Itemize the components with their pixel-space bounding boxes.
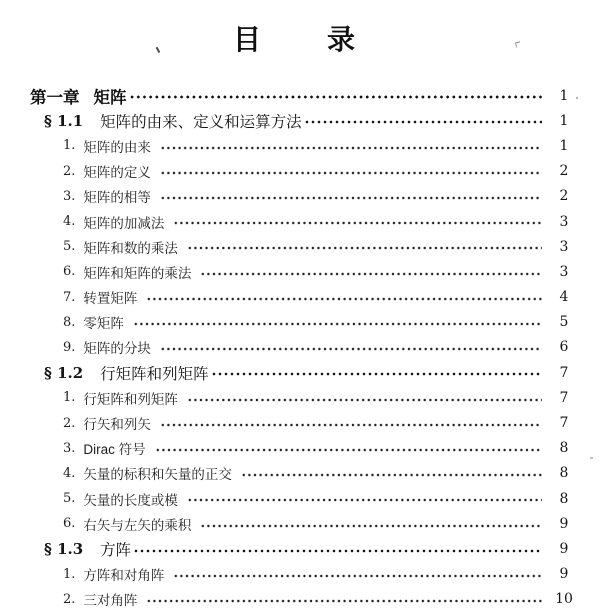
dot-leader: [160, 335, 542, 360]
dot-leader: [187, 486, 542, 511]
toc-row: [0, 410, 607, 435]
toc-entry-title: 三对角阵: [83, 593, 138, 609]
dot-leader: [173, 209, 542, 234]
toc-entry-title: 矩阵的分块: [83, 341, 151, 357]
dot-leader: [133, 536, 542, 561]
scan-artifact-tick-right-of-title: [515, 41, 520, 44]
toc-row: [0, 511, 607, 536]
toc-page-number: 4: [559, 289, 569, 306]
toc-entry-number: 4.: [63, 214, 76, 230]
toc-entry-title: 行矩阵和列矩阵: [100, 365, 209, 383]
toc-row: [0, 159, 607, 184]
toc-entry-number: § 1.2: [44, 363, 84, 382]
toc-entry-number: 7.: [63, 289, 76, 305]
toc-row: [0, 83, 607, 108]
toc-row: [0, 486, 607, 511]
dot-leader: [160, 159, 542, 184]
toc-page-number: 9: [559, 540, 569, 557]
toc-entry-title: 行矢和列矢: [83, 417, 151, 433]
toc-entry-title: Dirac 符号: [83, 442, 146, 458]
scan-artifact-dot-after-first-page-number: [576, 97, 578, 99]
toc-page-number: 7: [559, 364, 569, 381]
toc-entry-number: 3.: [63, 188, 76, 204]
toc-row: [0, 385, 607, 410]
dot-leader: [200, 259, 542, 284]
title-char-lu: 录: [327, 24, 356, 55]
toc-entry-number: 第一章: [30, 88, 80, 107]
dot-leader: [129, 83, 543, 108]
toc-entry-title: 矩阵的加减法: [83, 215, 165, 231]
toc-entry-title: 矩阵的相等: [83, 190, 151, 206]
dot-leader: [160, 133, 542, 158]
dot-leader: [146, 285, 542, 310]
toc-page-number: 7: [559, 389, 569, 406]
toc-entry-number: 3.: [63, 440, 76, 456]
dot-leader: [211, 360, 542, 385]
toc-page-number: 3: [559, 238, 569, 255]
title-char-mu: 目: [233, 24, 262, 55]
toc-entry-title: 转置矩阵: [83, 291, 138, 307]
table-of-contents: [0, 83, 607, 612]
toc-page-number: 5: [559, 314, 569, 331]
toc-page-number: 1: [559, 137, 569, 154]
toc-row: [0, 310, 607, 335]
toc-entry-title: 矢量的长度或模: [83, 492, 178, 508]
dot-leader: [146, 587, 542, 612]
toc-entry-title: 方阵: [100, 541, 132, 559]
dot-leader: [241, 461, 542, 486]
toc-entry-number: 5.: [63, 239, 76, 255]
toc-row: [0, 587, 607, 612]
toc-entry-title: 方阵和对角阵: [83, 568, 165, 584]
toc-entry-title: 矩阵的由来: [83, 139, 151, 155]
toc-entry-title: 矩阵的定义: [83, 165, 151, 181]
toc-entry-number: 6.: [63, 516, 76, 532]
toc-entry-title: 行矩阵和列矩阵: [83, 391, 178, 407]
toc-entry-title: 矢量的标积和矢量的正交: [83, 467, 232, 483]
toc-page-number: 6: [559, 339, 569, 356]
toc-entry-number: 5.: [63, 491, 76, 507]
toc-entry-number: 1.: [63, 390, 76, 406]
toc-row: [0, 108, 607, 133]
toc-row: [0, 285, 607, 310]
toc-entry-number: 4.: [63, 465, 76, 481]
toc-entry-number: § 1.1: [44, 111, 84, 130]
toc-row: [0, 234, 607, 259]
scan-artifact-speck-right-margin: [590, 457, 593, 459]
page-title: [233, 24, 355, 56]
toc-entry-title: 矩阵和矩阵的乘法: [83, 265, 192, 281]
toc-entry-number: 9.: [63, 339, 76, 355]
toc-entry-number: 2.: [63, 591, 76, 607]
toc-row: [0, 436, 607, 461]
toc-entry-number: 1.: [63, 138, 76, 154]
toc-row: [0, 562, 607, 587]
dot-leader: [133, 310, 542, 335]
toc-entry-number: 2.: [63, 163, 76, 179]
scan-artifact-tick-left-of-title: [156, 47, 160, 53]
toc-entry-number: 1.: [63, 566, 76, 582]
toc-page-number: 8: [559, 465, 569, 482]
toc-row: [0, 133, 607, 158]
dot-leader: [187, 385, 542, 410]
toc-entry-title: 右矢与左矢的乘积: [83, 517, 192, 533]
toc-page-number: 10: [555, 591, 573, 608]
toc-entry-number: 2.: [63, 415, 76, 431]
toc-entry-title: 矩阵: [93, 88, 127, 107]
toc-entry-number: 8.: [63, 314, 76, 330]
dot-leader: [304, 108, 542, 133]
toc-row: [0, 461, 607, 486]
toc-page-number: 2: [559, 163, 569, 180]
toc-row: [0, 259, 607, 284]
dot-leader: [200, 511, 542, 536]
toc-page-number: 9: [559, 515, 569, 532]
toc-page-number: 1: [559, 87, 569, 104]
toc-entry-title: 矩阵和数的乘法: [83, 240, 178, 256]
toc-row: [0, 184, 607, 209]
toc-page-number: 1: [559, 112, 569, 129]
dot-leader: [187, 234, 542, 259]
toc-page-number: 9: [559, 566, 569, 583]
toc-row: [0, 335, 607, 360]
toc-page-number: 8: [559, 440, 569, 457]
toc-row: [0, 360, 607, 385]
toc-page-number: 3: [559, 263, 569, 280]
toc-row: [0, 209, 607, 234]
toc-entry-title: 矩阵的由来、定义和运算方法: [100, 113, 302, 131]
toc-entry-title: 零矩阵: [83, 316, 124, 332]
toc-page-number: 3: [559, 213, 569, 230]
toc-page-number: 8: [559, 490, 569, 507]
toc-page-number: 2: [559, 188, 569, 205]
dot-leader: [173, 562, 542, 587]
dot-leader: [160, 410, 542, 435]
dot-leader: [155, 436, 542, 461]
toc-row: [0, 536, 607, 561]
toc-entry-number: 6.: [63, 264, 76, 280]
toc-page-number: 7: [559, 415, 569, 432]
dot-leader: [160, 184, 542, 209]
toc-entry-number: § 1.3: [44, 539, 84, 558]
